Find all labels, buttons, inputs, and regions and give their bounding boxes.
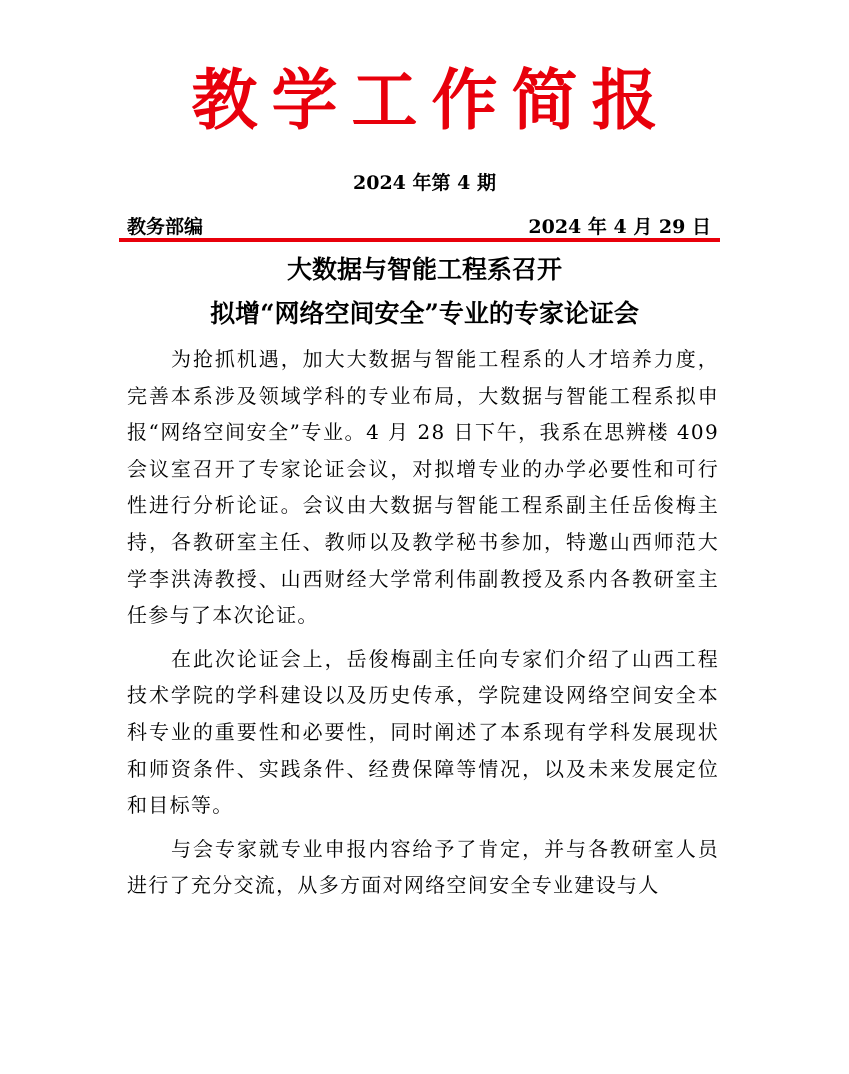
article-body	[127, 341, 719, 911]
article-title-line-2: 拟增“网络空间安全”专业的专家论证会	[210, 299, 639, 328]
masthead-meta-row	[127, 214, 711, 240]
article-title-line-1: 大数据与智能工程系召开	[286, 255, 562, 284]
red-divider-rule	[119, 238, 720, 242]
issue-number: 2024 年第 4 期	[353, 172, 496, 194]
publish-date: 2024 年 4 月 29 日	[528, 216, 711, 238]
masthead-title: 教学工作简报	[191, 61, 672, 139]
article-paragraph: 与会专家就专业申报内容给予了肯定，并与各教研室人员进行了充分交流，从多方面对网络空间安全专业建设与人	[127, 836, 719, 898]
article-paragraph: 为抢抓机遇，加大大数据与智能工程系的人才培养力度，完善本系涉及领域学科的专业布局，大数据与智能工程系拟申报“网络空间安全”专业。4 月 28 日下午，我系在思辨楼 409 会议室召开了专家论证会议，对拟增专业的办学必要性和可行性进行分析论证。会议由大数据与智能工程系副主任岳俊梅主持，各教研室主任、教师以及教学秘书参加，特邀山西师范大学李洪涛教授、山西财经大学常利伟副教授及系内各教研室主任参与了本次论证。	[127, 347, 719, 628]
article-paragraph: 在此次论证会上，岳俊梅副主任向专家们介绍了山西工程技术学院的学科建设以及历史传承，学院建设网络空间安全本科专业的重要性和必要性，同时阐述了本系现有学科发展现状和师资条件、实践条件、经费保障等情况，以及未来发展定位和目标等。	[127, 646, 719, 818]
editor-label: 教务部编	[127, 216, 204, 238]
